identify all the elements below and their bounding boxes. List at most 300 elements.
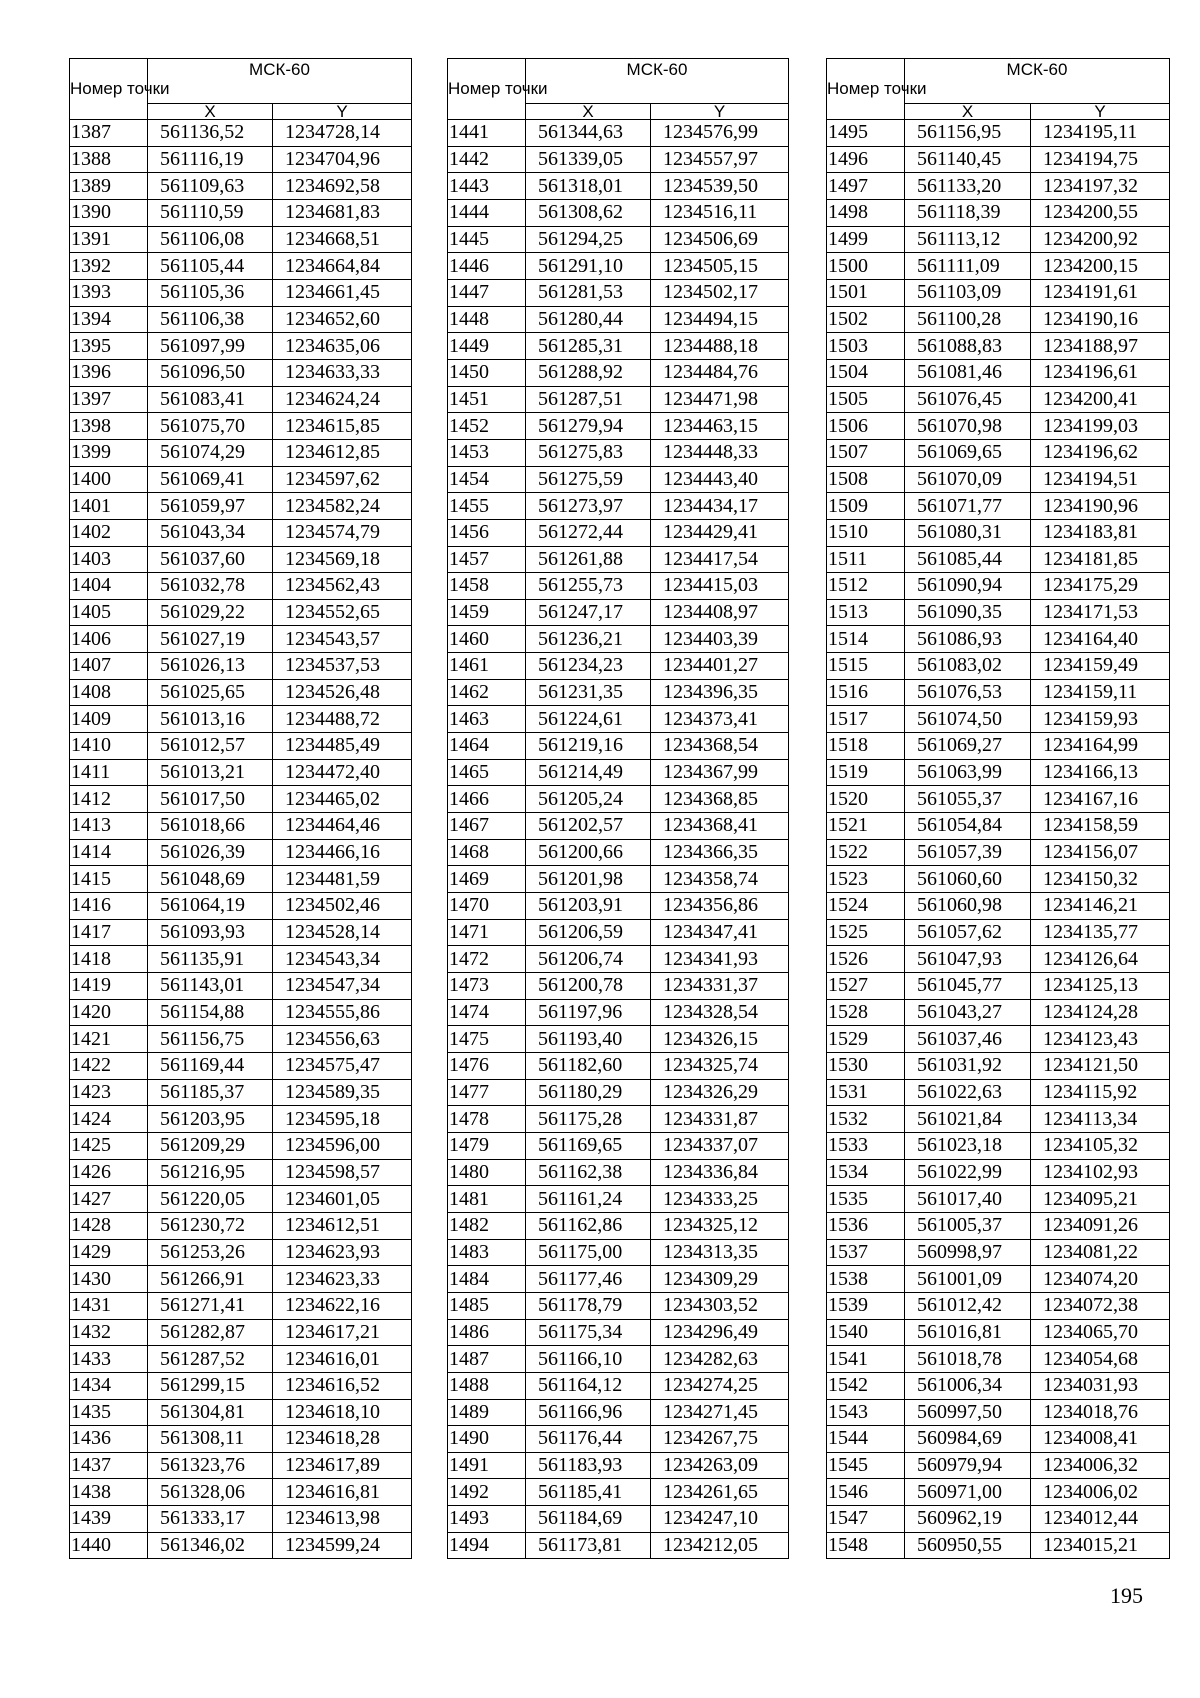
y-coordinate-cell: 1234006,02 [1031, 1479, 1170, 1506]
point-number-cell: 1474 [448, 999, 526, 1026]
y-coordinate-cell: 1234325,12 [651, 1212, 789, 1239]
x-coordinate-cell: 561006,34 [905, 1372, 1031, 1399]
point-number-cell: 1388 [70, 146, 148, 173]
point-number-cell: 1402 [70, 519, 148, 546]
x-coordinate-cell: 561247,17 [526, 599, 651, 626]
y-coordinate-cell: 1234166,13 [1031, 759, 1170, 786]
x-coordinate-cell: 561069,27 [905, 733, 1031, 760]
table-row [448, 439, 789, 466]
x-coordinate-cell: 561059,97 [148, 493, 273, 520]
table-row [70, 519, 412, 546]
y-coordinate-cell: 1234528,14 [273, 919, 412, 946]
x-coordinate-cell: 561012,42 [905, 1292, 1031, 1319]
table-row [70, 1212, 412, 1239]
y-coordinate-cell: 1234159,49 [1031, 653, 1170, 680]
x-coordinate-cell: 561103,09 [905, 279, 1031, 306]
y-coordinate-cell: 1234472,40 [273, 759, 412, 786]
table-row [70, 386, 412, 413]
point-number-cell: 1476 [448, 1052, 526, 1079]
x-coordinate-cell: 561048,69 [148, 866, 273, 893]
x-coordinate-cell: 561333,17 [148, 1506, 273, 1533]
point-number-cell: 1412 [70, 786, 148, 813]
table-row [70, 706, 412, 733]
x-coordinate-cell: 561299,15 [148, 1372, 273, 1399]
x-coordinate-cell: 561285,31 [526, 333, 651, 360]
x-coordinate-cell: 561029,22 [148, 599, 273, 626]
x-coordinate-cell: 561074,50 [905, 706, 1031, 733]
x-coordinate-cell: 561021,84 [905, 1106, 1031, 1133]
x-coordinate-cell: 561018,66 [148, 813, 273, 840]
point-number-cell: 1545 [827, 1452, 905, 1479]
x-coordinate-cell: 561328,06 [148, 1479, 273, 1506]
y-coordinate-cell: 1234443,40 [651, 466, 789, 493]
x-coordinate-cell: 561288,92 [526, 359, 651, 386]
y-coordinate-cell: 1234282,63 [651, 1346, 789, 1373]
point-number-cell: 1447 [448, 279, 526, 306]
x-coordinate-cell: 561176,44 [526, 1426, 651, 1453]
point-number-cell: 1450 [448, 359, 526, 386]
x-coordinate-cell: 561323,76 [148, 1452, 273, 1479]
point-number-cell: 1451 [448, 386, 526, 413]
x-coordinate-cell: 561281,53 [526, 279, 651, 306]
y-coordinate-cell: 1234337,07 [651, 1132, 789, 1159]
point-number-cell: 1499 [827, 226, 905, 253]
x-coordinate-cell: 561280,44 [526, 306, 651, 333]
table-row [448, 919, 789, 946]
point-number-cell: 1504 [827, 359, 905, 386]
table-row [448, 1052, 789, 1079]
x-coordinate-cell: 561304,81 [148, 1399, 273, 1426]
point-number-cell: 1393 [70, 279, 148, 306]
y-coordinate-cell: 1234429,41 [651, 519, 789, 546]
point-number-header: Номер точки [70, 59, 148, 120]
y-coordinate-cell: 1234597,62 [273, 466, 412, 493]
point-number-header: Номер точки [448, 59, 526, 120]
point-number-cell: 1425 [70, 1132, 148, 1159]
point-number-cell: 1525 [827, 919, 905, 946]
table-row [448, 946, 789, 973]
y-coordinate-cell: 1234612,51 [273, 1212, 412, 1239]
point-number-cell: 1443 [448, 173, 526, 200]
x-coordinate-cell: 561156,95 [905, 120, 1031, 147]
table-row [827, 1159, 1170, 1186]
point-number-cell: 1429 [70, 1239, 148, 1266]
y-coordinate-cell: 1234595,18 [273, 1106, 412, 1133]
x-coordinate-cell: 561183,93 [526, 1452, 651, 1479]
point-number-cell: 1540 [827, 1319, 905, 1346]
point-number-cell: 1448 [448, 306, 526, 333]
y-coordinate-cell: 1234373,41 [651, 706, 789, 733]
table-row [827, 573, 1170, 600]
x-coordinate-cell: 561005,37 [905, 1212, 1031, 1239]
table-row [827, 1186, 1170, 1213]
table-row [448, 120, 789, 147]
y-coordinate-cell: 1234113,34 [1031, 1106, 1170, 1133]
table-row [827, 1132, 1170, 1159]
table-row [827, 733, 1170, 760]
point-number-cell: 1405 [70, 599, 148, 626]
x-coordinate-cell: 561026,13 [148, 653, 273, 680]
table-row [70, 279, 412, 306]
point-number-cell: 1391 [70, 226, 148, 253]
y-coordinate-cell: 1234095,21 [1031, 1186, 1170, 1213]
table-row [448, 493, 789, 520]
point-number-cell: 1491 [448, 1452, 526, 1479]
y-coordinate-cell: 1234195,11 [1031, 120, 1170, 147]
coordinates-table-3 [826, 58, 1170, 1559]
point-number-cell: 1467 [448, 813, 526, 840]
y-coordinate-cell: 1234415,03 [651, 573, 789, 600]
point-number-cell: 1387 [70, 120, 148, 147]
point-number-cell: 1521 [827, 813, 905, 840]
table-row [70, 946, 412, 973]
table-row [70, 999, 412, 1026]
table-row [448, 1079, 789, 1106]
y-coordinate-cell: 1234008,41 [1031, 1426, 1170, 1453]
table-row [70, 146, 412, 173]
page-number: 195 [1110, 1583, 1143, 1608]
table-row [827, 679, 1170, 706]
x-coordinate-cell: 561216,95 [148, 1159, 273, 1186]
table-row [448, 1239, 789, 1266]
y-coordinate-cell: 1234539,50 [651, 173, 789, 200]
table-row [827, 1532, 1170, 1559]
point-number-cell: 1407 [70, 653, 148, 680]
x-coordinate-cell: 561081,46 [905, 359, 1031, 386]
point-number-cell: 1440 [70, 1532, 148, 1559]
x-coordinate-cell: 561224,61 [526, 706, 651, 733]
table-row [827, 1292, 1170, 1319]
table-row [448, 706, 789, 733]
x-coordinate-cell: 561193,40 [526, 1026, 651, 1053]
x-coordinate-cell: 561220,05 [148, 1186, 273, 1213]
point-number-cell: 1445 [448, 226, 526, 253]
x-coordinate-cell: 561060,60 [905, 866, 1031, 893]
y-coordinate-cell: 1234341,93 [651, 946, 789, 973]
y-coordinate-cell: 1234562,43 [273, 573, 412, 600]
y-coordinate-cell: 1234247,10 [651, 1506, 789, 1533]
y-coordinate-cell: 1234599,24 [273, 1532, 412, 1559]
y-coordinate-cell: 1234054,68 [1031, 1346, 1170, 1373]
table-row [827, 253, 1170, 280]
y-coordinate-cell: 1234194,51 [1031, 466, 1170, 493]
point-number-cell: 1436 [70, 1426, 148, 1453]
point-number-cell: 1435 [70, 1399, 148, 1426]
x-coordinate-cell: 561203,91 [526, 893, 651, 920]
x-coordinate-cell: 561255,73 [526, 573, 651, 600]
table-row [827, 279, 1170, 306]
table-row [448, 146, 789, 173]
x-coordinate-cell: 561287,52 [148, 1346, 273, 1373]
point-number-cell: 1507 [827, 439, 905, 466]
coordinate-system-header: МСК-60 [526, 59, 789, 104]
table-row [827, 519, 1170, 546]
table-row [70, 253, 412, 280]
y-coordinate-cell: 1234616,52 [273, 1372, 412, 1399]
coordinate-system-header: МСК-60 [905, 59, 1170, 104]
y-coordinate-cell: 1234159,11 [1031, 679, 1170, 706]
point-number-cell: 1493 [448, 1506, 526, 1533]
x-coordinate-cell: 561075,70 [148, 413, 273, 440]
y-coordinate-cell: 1234074,20 [1031, 1266, 1170, 1293]
point-number-cell: 1506 [827, 413, 905, 440]
point-number-cell: 1512 [827, 573, 905, 600]
x-coordinate-cell: 561344,63 [526, 120, 651, 147]
point-number-cell: 1532 [827, 1106, 905, 1133]
point-number-cell: 1390 [70, 199, 148, 226]
x-coordinate-cell: 561071,77 [905, 493, 1031, 520]
x-coordinate-cell: 560971,00 [905, 1479, 1031, 1506]
y-coordinate-cell: 1234012,44 [1031, 1506, 1170, 1533]
point-number-cell: 1437 [70, 1452, 148, 1479]
x-coordinate-cell: 561308,62 [526, 199, 651, 226]
x-coordinate-cell: 561018,78 [905, 1346, 1031, 1373]
coordinates-table-2 [447, 58, 789, 1559]
y-coordinate-cell: 1234481,59 [273, 866, 412, 893]
table-row [448, 1212, 789, 1239]
x-coordinate-cell: 561037,46 [905, 1026, 1031, 1053]
y-coordinate-cell: 1234596,00 [273, 1132, 412, 1159]
x-coordinate-cell: 561025,65 [148, 679, 273, 706]
table-row [70, 413, 412, 440]
point-number-cell: 1529 [827, 1026, 905, 1053]
point-number-cell: 1398 [70, 413, 148, 440]
y-coordinate-cell: 1234466,16 [273, 839, 412, 866]
x-coordinate-cell: 561291,10 [526, 253, 651, 280]
x-coordinate-cell: 561012,57 [148, 733, 273, 760]
x-coordinate-cell: 561162,38 [526, 1159, 651, 1186]
x-coordinate-cell: 561271,41 [148, 1292, 273, 1319]
point-number-cell: 1527 [827, 973, 905, 1000]
table-row [448, 253, 789, 280]
x-coordinate-cell: 561166,96 [526, 1399, 651, 1426]
table-row [448, 386, 789, 413]
x-coordinate-cell: 561105,36 [148, 279, 273, 306]
point-number-cell: 1419 [70, 973, 148, 1000]
x-coordinate-cell: 561202,57 [526, 813, 651, 840]
x-header: X [526, 104, 651, 120]
x-coordinate-cell: 561154,88 [148, 999, 273, 1026]
point-number-cell: 1455 [448, 493, 526, 520]
y-coordinate-cell: 1234031,93 [1031, 1372, 1170, 1399]
y-coordinate-cell: 1234556,63 [273, 1026, 412, 1053]
point-number-cell: 1417 [70, 919, 148, 946]
x-coordinate-cell: 561339,05 [526, 146, 651, 173]
point-number-cell: 1401 [70, 493, 148, 520]
x-coordinate-cell: 561031,92 [905, 1052, 1031, 1079]
x-coordinate-cell: 561175,34 [526, 1319, 651, 1346]
y-coordinate-cell: 1234635,06 [273, 333, 412, 360]
table-row [827, 1266, 1170, 1293]
point-number-cell: 1442 [448, 146, 526, 173]
y-coordinate-cell: 1234623,33 [273, 1266, 412, 1293]
y-coordinate-cell: 1234537,53 [273, 653, 412, 680]
point-number-cell: 1408 [70, 679, 148, 706]
table-row [827, 1319, 1170, 1346]
x-coordinate-cell: 561023,18 [905, 1132, 1031, 1159]
table-row [448, 413, 789, 440]
point-number-cell: 1462 [448, 679, 526, 706]
x-coordinate-cell: 560997,50 [905, 1399, 1031, 1426]
x-coordinate-cell: 561016,81 [905, 1319, 1031, 1346]
point-number-cell: 1472 [448, 946, 526, 973]
y-coordinate-cell: 1234692,58 [273, 173, 412, 200]
table-row [70, 759, 412, 786]
table-row [448, 733, 789, 760]
point-number-cell: 1490 [448, 1426, 526, 1453]
x-coordinate-cell: 561043,27 [905, 999, 1031, 1026]
x-coordinate-cell: 561063,99 [905, 759, 1031, 786]
y-coordinate-cell: 1234124,28 [1031, 999, 1170, 1026]
table-row [827, 1346, 1170, 1373]
point-number-cell: 1518 [827, 733, 905, 760]
point-number-cell: 1446 [448, 253, 526, 280]
x-coordinate-cell: 561109,63 [148, 173, 273, 200]
point-number-cell: 1452 [448, 413, 526, 440]
table-row [448, 653, 789, 680]
y-coordinate-cell: 1234505,15 [651, 253, 789, 280]
table-row [448, 333, 789, 360]
point-number-cell: 1537 [827, 1239, 905, 1266]
x-coordinate-cell: 561080,31 [905, 519, 1031, 546]
y-header: Y [651, 104, 789, 120]
y-coordinate-cell: 1234502,17 [651, 279, 789, 306]
table-row [70, 199, 412, 226]
x-coordinate-cell: 561093,93 [148, 919, 273, 946]
x-coordinate-cell: 561205,24 [526, 786, 651, 813]
coordinates-table-1 [69, 58, 412, 1559]
y-coordinate-cell: 1234065,70 [1031, 1319, 1170, 1346]
point-number-cell: 1423 [70, 1079, 148, 1106]
x-coordinate-cell: 561275,83 [526, 439, 651, 466]
y-coordinate-cell: 1234598,57 [273, 1159, 412, 1186]
x-coordinate-cell: 561164,12 [526, 1372, 651, 1399]
table-row [827, 653, 1170, 680]
y-coordinate-cell: 1234006,32 [1031, 1452, 1170, 1479]
table-row [827, 1052, 1170, 1079]
table-row [448, 626, 789, 653]
y-coordinate-cell: 1234417,54 [651, 546, 789, 573]
x-coordinate-cell: 561057,62 [905, 919, 1031, 946]
point-number-cell: 1513 [827, 599, 905, 626]
y-coordinate-cell: 1234616,01 [273, 1346, 412, 1373]
table-row [70, 893, 412, 920]
table-row [70, 839, 412, 866]
x-coordinate-cell: 561231,35 [526, 679, 651, 706]
x-coordinate-cell: 561060,98 [905, 893, 1031, 920]
x-coordinate-cell: 561026,39 [148, 839, 273, 866]
x-coordinate-cell: 561214,49 [526, 759, 651, 786]
x-coordinate-cell: 561076,53 [905, 679, 1031, 706]
point-number-cell: 1479 [448, 1132, 526, 1159]
x-coordinate-cell: 561156,75 [148, 1026, 273, 1053]
table-row [70, 1532, 412, 1559]
x-coordinate-cell: 561162,86 [526, 1212, 651, 1239]
table-row [70, 1026, 412, 1053]
y-coordinate-cell: 1234199,03 [1031, 413, 1170, 440]
point-number-cell: 1484 [448, 1266, 526, 1293]
y-coordinate-cell: 1234212,05 [651, 1532, 789, 1559]
x-coordinate-cell: 561169,44 [148, 1052, 273, 1079]
point-number-cell: 1498 [827, 199, 905, 226]
point-number-cell: 1421 [70, 1026, 148, 1053]
table-row [827, 120, 1170, 147]
point-number-cell: 1463 [448, 706, 526, 733]
y-coordinate-cell: 1234200,41 [1031, 386, 1170, 413]
point-number-cell: 1514 [827, 626, 905, 653]
point-number-cell: 1397 [70, 386, 148, 413]
point-number-cell: 1431 [70, 1292, 148, 1319]
table-row [827, 973, 1170, 1000]
x-coordinate-cell: 561236,21 [526, 626, 651, 653]
point-number-cell: 1528 [827, 999, 905, 1026]
y-coordinate-cell: 1234326,15 [651, 1026, 789, 1053]
y-coordinate-cell: 1234618,28 [273, 1426, 412, 1453]
table-row [448, 199, 789, 226]
point-number-cell: 1466 [448, 786, 526, 813]
table-row [448, 839, 789, 866]
x-coordinate-cell: 561013,16 [148, 706, 273, 733]
point-number-cell: 1481 [448, 1186, 526, 1213]
y-coordinate-cell: 1234159,93 [1031, 706, 1170, 733]
y-coordinate-cell: 1234181,85 [1031, 546, 1170, 573]
x-coordinate-cell: 561113,12 [905, 226, 1031, 253]
table-row [827, 1026, 1170, 1053]
point-number-cell: 1444 [448, 199, 526, 226]
x-coordinate-cell: 561200,78 [526, 973, 651, 1000]
point-number-cell: 1422 [70, 1052, 148, 1079]
table-row [827, 386, 1170, 413]
y-coordinate-cell: 1234313,35 [651, 1239, 789, 1266]
table-row [448, 1426, 789, 1453]
y-coordinate-cell: 1234633,33 [273, 359, 412, 386]
table-row [448, 813, 789, 840]
y-coordinate-cell: 1234368,41 [651, 813, 789, 840]
table-row [448, 759, 789, 786]
y-coordinate-cell: 1234200,15 [1031, 253, 1170, 280]
y-coordinate-cell: 1234401,27 [651, 653, 789, 680]
table-row [70, 786, 412, 813]
x-coordinate-cell: 561085,44 [905, 546, 1031, 573]
table-row [70, 1452, 412, 1479]
point-number-cell: 1413 [70, 813, 148, 840]
x-coordinate-cell: 561230,72 [148, 1212, 273, 1239]
point-number-cell: 1496 [827, 146, 905, 173]
y-coordinate-cell: 1234403,39 [651, 626, 789, 653]
x-coordinate-cell: 561177,46 [526, 1266, 651, 1293]
y-coordinate-cell: 1234502,46 [273, 893, 412, 920]
table-row [827, 839, 1170, 866]
point-number-cell: 1524 [827, 893, 905, 920]
table-row [827, 946, 1170, 973]
y-coordinate-cell: 1234617,89 [273, 1452, 412, 1479]
table-row [827, 893, 1170, 920]
table-row [827, 599, 1170, 626]
y-coordinate-cell: 1234622,16 [273, 1292, 412, 1319]
x-coordinate-cell: 561273,97 [526, 493, 651, 520]
point-number-cell: 1501 [827, 279, 905, 306]
point-number-cell: 1497 [827, 173, 905, 200]
table-row [70, 1479, 412, 1506]
x-coordinate-cell: 561279,94 [526, 413, 651, 440]
y-coordinate-cell: 1234661,45 [273, 279, 412, 306]
y-coordinate-cell: 1234194,75 [1031, 146, 1170, 173]
point-number-cell: 1548 [827, 1532, 905, 1559]
y-coordinate-cell: 1234200,92 [1031, 226, 1170, 253]
table-row [70, 973, 412, 1000]
y-coordinate-cell: 1234624,24 [273, 386, 412, 413]
x-coordinate-cell: 561001,09 [905, 1266, 1031, 1293]
